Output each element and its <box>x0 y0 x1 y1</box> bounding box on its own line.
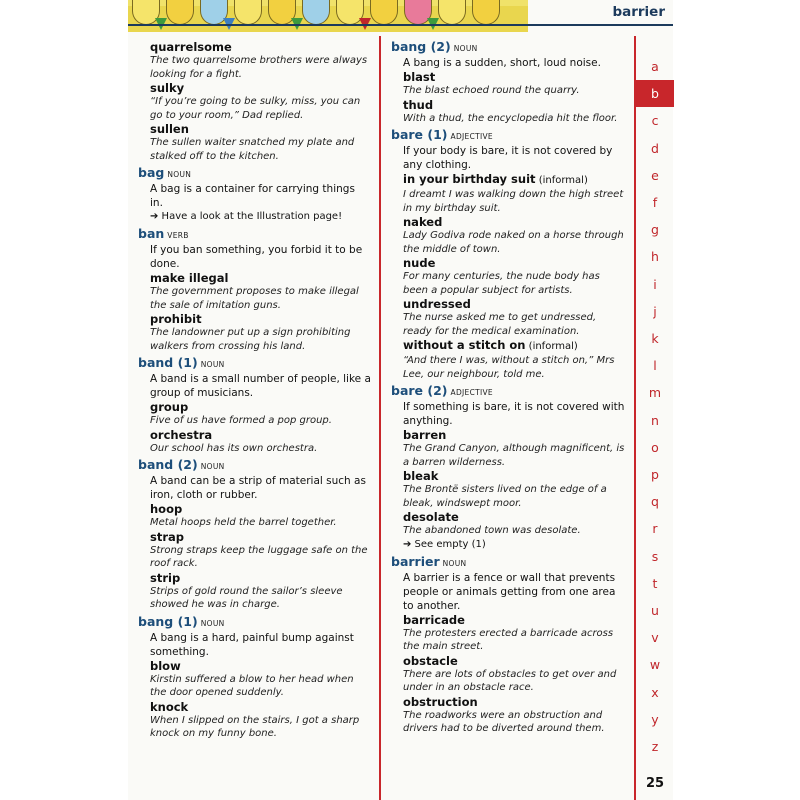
column-left <box>138 40 371 744</box>
synonym: in your birthday suit (informal) I dreamt I was walking down the high street in my birthday suit. <box>403 172 624 214</box>
alphabet-tab-n[interactable]: n <box>651 412 659 428</box>
alphabet-tab-b[interactable]: b <box>636 80 674 107</box>
definition: A bang is a hard, painful bump against something. <box>150 631 354 658</box>
column-divider <box>379 36 381 800</box>
alphabet-tab-x[interactable]: x <box>651 684 659 700</box>
dictionary-page <box>128 0 673 800</box>
headword: ban <box>138 226 165 241</box>
alphabet-index <box>634 36 674 800</box>
alphabet-tab-g[interactable]: g <box>651 222 659 238</box>
running-head: barrier <box>612 4 665 20</box>
definition: A bang is a sudden, short, loud noise. <box>403 57 601 69</box>
definition: A barrier is a fence or wall that prevents people or animals getting from one area to another. <box>403 571 616 612</box>
cross-reference: ➔ See empty (1) <box>403 538 486 550</box>
alphabet-tab-h[interactable]: h <box>651 249 659 265</box>
alphabet-tab-f[interactable]: f <box>652 195 658 210</box>
entry-band-1 <box>138 356 371 455</box>
synonym: obstruction The roadworks were an obstruction and drivers had to be diverted around them. <box>403 694 605 734</box>
synonym: barricade The protesters erected a barricade across the main street. <box>403 612 614 652</box>
synonym: naked Lady Godiva rode naked on a horse through the middle of town. <box>403 215 624 255</box>
synonym: quarrelsome The two quarrelsome brothers were always looking for a fight. <box>150 40 368 80</box>
part-of-speech: NOUN <box>167 170 192 179</box>
synonym: hoop Metal hoops held the barrel together. <box>150 502 337 528</box>
alphabet-tab-e[interactable]: e <box>651 167 659 183</box>
decorative-banner <box>128 0 528 32</box>
synonym: without a stitch on (informal) “And there I was, without a stitch on,” Mrs Lee, our neighbour, told me. <box>403 338 615 380</box>
entry-bag <box>138 166 371 224</box>
entry-bang-2 <box>391 40 627 125</box>
alphabet-tab-c[interactable]: c <box>651 113 659 129</box>
definition: A bag is a container for carrying things in. <box>150 183 355 209</box>
part-of-speech: NOUN <box>442 558 467 568</box>
alphabet-tab-a[interactable]: a <box>651 59 659 74</box>
header-rule <box>128 24 673 26</box>
synonym: sulky “If you’re going to be sulky, miss, you can go to your room,” Dad replied. <box>150 81 361 121</box>
alphabet-tab-j[interactable]: j <box>653 303 657 319</box>
alphabet-tab-y[interactable]: y <box>651 711 659 727</box>
synonym: prohibit The landowner put up a sign prohibiting walkers from crossing his land. <box>150 312 351 352</box>
synonym: make illegal The government proposes to make illegal the sale of imitation guns. <box>150 271 359 311</box>
entry-bang-1 <box>138 615 371 741</box>
synonym: orchestra Our school has its own orchestra. <box>150 427 318 454</box>
synonym: nude For many centuries, the nude body has been a popular subject for artists. <box>403 256 600 296</box>
definition: A band can be a strip of material such as iron, cloth or rubber. <box>150 475 366 501</box>
synonym: strip Strips of gold round the sailor’s sleeve showed he was in charge. <box>150 570 343 610</box>
synonym: strap Strong straps keep the luggage safe on the roof rack. <box>150 529 368 569</box>
alphabet-tab-s[interactable]: s <box>651 548 659 564</box>
part-of-speech: NOUN <box>200 360 225 369</box>
alphabet-tab-d[interactable]: d <box>651 140 659 156</box>
cross-reference: ➔ Have a look at the Illustration page! <box>150 211 343 222</box>
headword: band (2) <box>138 457 198 472</box>
synonym: barren The Grand Canyon, although magnificent, is a barren wilderness. <box>403 428 625 468</box>
synonym: group Five of us have formed a pop group. <box>150 400 332 426</box>
synonym: blow Kirstin suffered a blow to her head when the door opened suddenly. <box>150 658 354 698</box>
headword: bag <box>138 165 165 180</box>
alphabet-tab-u[interactable]: u <box>651 603 659 618</box>
part-of-speech: NOUN <box>453 44 478 53</box>
part-of-speech: NOUN <box>200 618 225 628</box>
alphabet-tab-w[interactable]: w <box>649 657 661 673</box>
headword: bang (1) <box>138 613 198 629</box>
headword: barrier <box>391 553 440 569</box>
synonym: undressed The nurse asked me to get undressed, ready for the medical examination. <box>403 297 597 337</box>
definition: If you ban something, you forbid it to be done. <box>150 244 363 270</box>
definition: If your body is bare, it is not covered by any clothing. <box>403 145 613 171</box>
headword: band (1) <box>138 355 198 370</box>
synonym: sullen The sullen waiter snatched my plate and stalked off to the kitchen. <box>150 122 355 162</box>
synonym: obstacle There are lots of obstacles to get over and under in an obstacle race. <box>403 653 617 693</box>
synonym: desolate The abandoned town was desolate. <box>403 510 581 536</box>
alphabet-tab-t[interactable]: t <box>652 575 658 591</box>
entry-band-2 <box>138 458 371 612</box>
entry-barrier <box>391 555 627 736</box>
headword: bang (2) <box>391 39 451 54</box>
alphabet-tab-z[interactable]: z <box>651 739 659 754</box>
alphabet-tab-k[interactable]: k <box>651 331 659 346</box>
register-label: (informal) <box>525 341 578 352</box>
entry-ban <box>138 227 371 353</box>
definition: A band is a small number of people, like a group of musicians. <box>150 373 371 399</box>
entry-bare-2 <box>391 384 627 552</box>
part-of-speech: NOUN <box>200 462 225 471</box>
part-of-speech: VERB <box>167 231 189 240</box>
definition: If something is bare, it is not covered with anything. <box>403 401 625 427</box>
column-right <box>391 40 627 739</box>
synonym: thud With a thud, the encyclopedia hit the floor. <box>403 97 618 124</box>
alphabet-tab-p[interactable]: p <box>651 467 659 482</box>
headword: bare (1) <box>391 127 448 142</box>
synonym: knock When I slipped on the stairs, I got a sharp knock on my funny bone. <box>150 699 360 739</box>
alphabet-tab-r[interactable]: r <box>652 521 658 537</box>
part-of-speech: ADJECTIVE <box>450 132 493 141</box>
register-label: (informal) <box>535 175 588 186</box>
page-number: 25 <box>645 776 665 791</box>
alphabet-tab-v[interactable]: v <box>651 630 659 646</box>
alphabet-tab-m[interactable]: m <box>648 385 662 401</box>
alphabet-tab-q[interactable]: q <box>651 494 659 510</box>
part-of-speech: ADJECTIVE <box>450 388 493 397</box>
alphabet-tab-o[interactable]: o <box>651 439 659 455</box>
entry-bare-1 <box>391 128 627 381</box>
synonym: blast The blast echoed round the quarry. <box>403 70 580 96</box>
headword: bare (2) <box>391 383 448 398</box>
alphabet-tab-i[interactable]: i <box>653 276 657 292</box>
alphabet-tab-l[interactable]: l <box>653 358 657 374</box>
synonym: bleak The Brontë sisters lived on the edge of a bleak, windswept moor. <box>403 469 607 509</box>
